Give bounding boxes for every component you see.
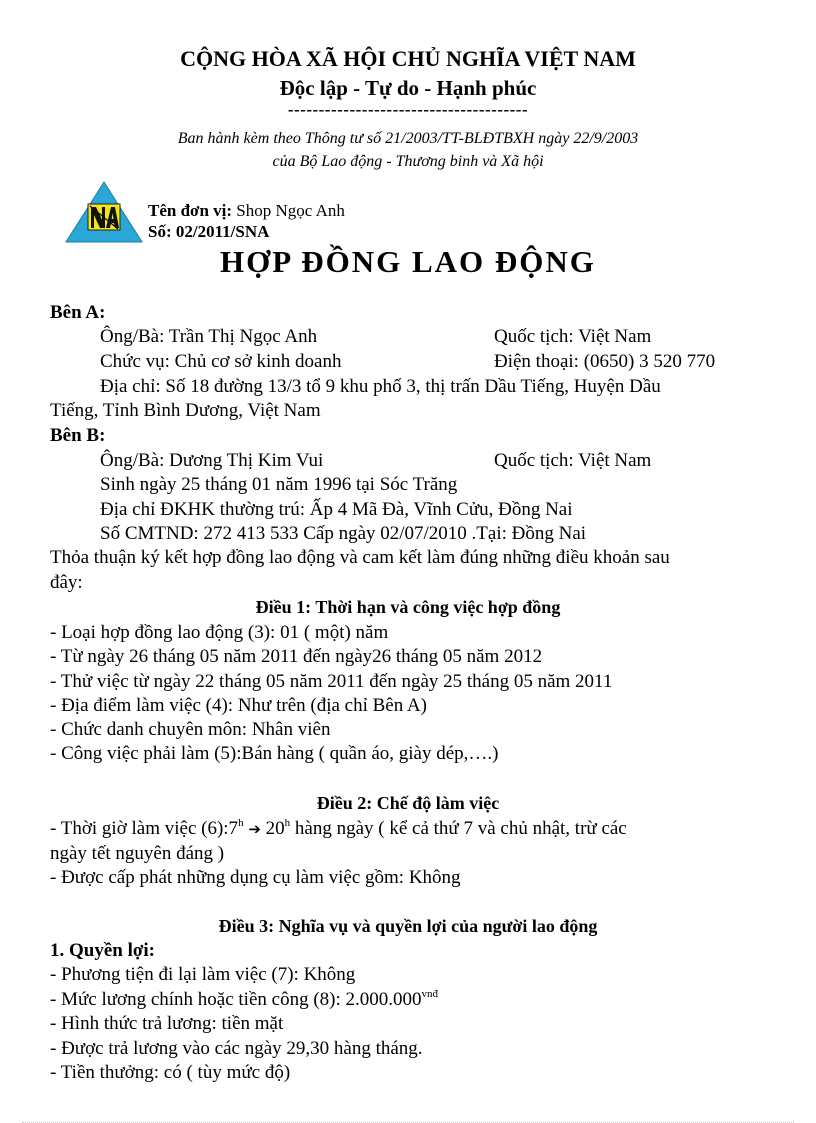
- article-1-item: - Chức danh chuyên môn: Nhân viên: [50, 719, 331, 740]
- article-1-item: - Loại hợp đồng lao động (3): 01 ( một) năm: [50, 622, 389, 643]
- agreement-line-2: đây:: [50, 572, 83, 593]
- article-1-item: - Công việc phải làm (5):Bán hàng ( quần áo, giày dép,….): [50, 743, 499, 764]
- party-b-id: Số CMTND: 272 413 533 Cấp ngày 02/07/2010 .Tại: Đồng Nai: [100, 523, 587, 544]
- issued-by-line-2: của Bộ Lao động - Thương binh và Xã hội: [272, 153, 544, 170]
- hour-start-superscript: h: [238, 817, 244, 829]
- salary-unit: vnđ: [421, 988, 439, 1000]
- article-1-item: - Địa điểm làm việc (4): Như trên (địa chỉ Bên A): [50, 695, 427, 716]
- header-separator: ---------------------------------------: [287, 100, 529, 119]
- party-a-address-line-1: Địa chỉ: Số 18 đường 13/3 tổ 9 khu phố 3, thị trấn Dầu Tiếng, Huyện Dầu: [100, 376, 661, 397]
- party-b-name: Ông/Bà: Dương Thị Kim Vui: [100, 450, 324, 471]
- working-hours-prefix: - Thời giờ làm việc (6):7: [50, 818, 239, 839]
- unit-name-label: Tên đơn vị:: [148, 201, 233, 220]
- work-tools: - Được cấp phát những dụng cụ làm việc gồm: Không: [50, 867, 461, 888]
- party-a-position: Chức vụ: Chủ cơ sở kinh doanh: [100, 351, 342, 372]
- party-b-nationality: Quốc tịch: Việt Nam: [494, 450, 652, 471]
- agreement-line-1: Thỏa thuận ký kết hợp đồng lao động và cam kết làm đúng những điều khoản sau: [50, 547, 670, 568]
- unit-name-value: Shop Ngọc Anh: [236, 201, 345, 220]
- working-hours-suffix: hàng ngày ( kể cả thứ 7 và chủ nhật, trừ các: [290, 818, 627, 839]
- working-hours-line-1: [50, 818, 627, 840]
- national-motto: Độc lập - Tự do - Hạnh phúc: [279, 76, 537, 100]
- unit-name: [148, 201, 345, 221]
- article-1-item: - Từ ngày 26 tháng 05 năm 2011 đến ngày26 tháng 05 năm 2012: [50, 646, 543, 667]
- article-3-heading: Điều 3: Nghĩa vụ và quyền lợi của người lao động: [218, 916, 598, 936]
- pay-method-item: - Hình thức trả lương: tiền mặt: [50, 1013, 284, 1034]
- country-name: CỘNG HÒA XÃ HỘI CHỦ NGHĨA VIỆT NAM: [180, 46, 636, 71]
- article-1-item: - Thử việc từ ngày 22 tháng 05 năm 2011 đến ngày 25 tháng 05 năm 2011: [50, 671, 613, 692]
- party-a-address-line-2: Tiếng, Tỉnh Bình Dương, Việt Nam: [50, 400, 321, 421]
- issued-by-line-1: Ban hành kèm theo Thông tư số 21/2003/TT-BLĐTBXH ngày 22/9/2003: [177, 130, 639, 147]
- company-logo-icon: [64, 180, 144, 244]
- bonus-item: - Tiền thưởng: có ( tùy mức độ): [50, 1062, 291, 1083]
- party-b-heading: Bên B:: [50, 425, 106, 446]
- party-a-heading: Bên A:: [50, 302, 106, 323]
- hour-end-superscript: h: [284, 817, 291, 829]
- working-hours-line-2: ngày tết nguyên đáng ): [50, 843, 225, 864]
- pay-days-item: - Được trả lương vào các ngày 29,30 hàng tháng.: [50, 1038, 423, 1059]
- salary-item: [50, 989, 438, 1011]
- party-b-birth: Sinh ngày 25 tháng 01 năm 1996 tại Sóc Trăng: [100, 474, 458, 495]
- article-1-heading: Điều 1: Thời hạn và công việc hợp đồng: [255, 597, 561, 617]
- salary-text: - Mức lương chính hoặc tiền công (8): 2.000.000: [50, 989, 422, 1010]
- document-title: HỢP ĐỒNG LAO ĐỘNG: [220, 244, 596, 279]
- party-a-nationality: Quốc tịch: Việt Nam: [494, 326, 652, 347]
- arrow-right-icon: ➔: [248, 820, 261, 838]
- party-b-address: Địa chỉ ĐKHK thường trú: Ấp 4 Mã Đà, Vĩnh Cửu, Đồng Nai: [100, 499, 573, 520]
- transport-item: - Phương tiện đi lại làm việc (7): Không: [50, 964, 356, 985]
- party-a-phone: Điện thoại: (0650) 3 520 770: [494, 351, 716, 372]
- document-number: Số: 02/2011/SNA: [148, 222, 270, 241]
- article-2-heading: Điều 2: Chế độ làm việc: [316, 793, 500, 813]
- party-a-name: Ông/Bà: Trần Thị Ngọc Anh: [100, 326, 318, 347]
- rights-subheading: 1. Quyền lợi:: [50, 940, 156, 961]
- working-hours-end: 20: [265, 818, 285, 839]
